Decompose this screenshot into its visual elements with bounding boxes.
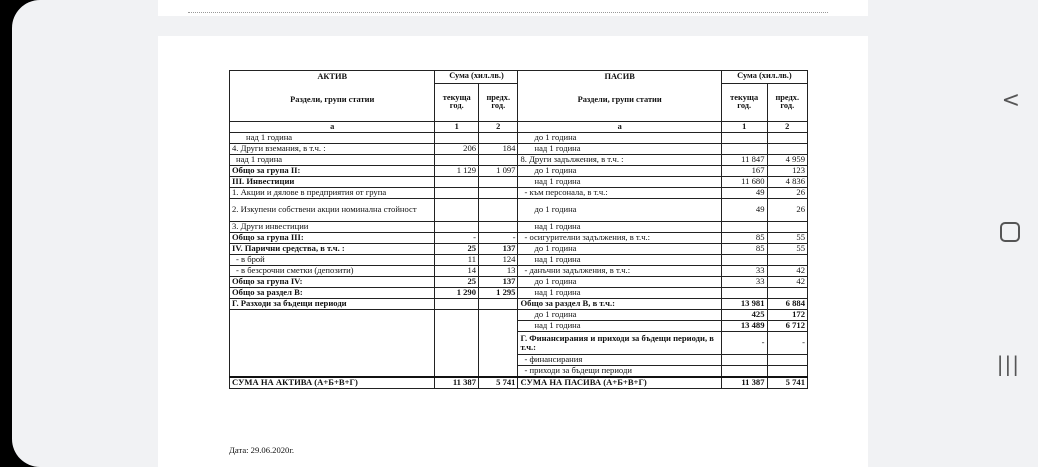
document-page <box>158 36 868 467</box>
table-row: IV. Парични средства, в т.ч. : 25 137 до 1 година 85 55 <box>230 244 808 255</box>
table-row: - финансирания <box>230 355 808 366</box>
pasiv-prev-year: предх. год. <box>767 83 808 121</box>
aktiv-suma-header: Сума (хил.лв.) <box>435 71 518 84</box>
header-row-1 <box>230 71 808 84</box>
home-icon[interactable] <box>1000 222 1020 242</box>
document-date: Дата: 29.06.2020г. <box>229 445 295 455</box>
table-row: над 1 година 8. Други задължения, в т.ч. : 11 847 4 959 <box>230 155 808 166</box>
aktiv-current-year: текуща год. <box>435 83 479 121</box>
table-row: Общо за група III: - - - осигурителни задължения, в т.ч.: 85 55 <box>230 233 808 244</box>
table-row: Общо за група II: 1 129 1 097 до 1 година 167 123 <box>230 166 808 177</box>
table-row: 4. Други вземания, в т.ч. : 206 184 над 1 година <box>230 144 808 155</box>
table-row: до 1 година 425 172 <box>230 310 808 321</box>
table-row: - приходи за бъдещи периоди <box>230 366 808 378</box>
table-row: 3. Други инвестиции над 1 година <box>230 222 808 233</box>
table-row: 2. Изкупени собствени акции номинална стойност до 1 година 49 26 <box>230 199 808 222</box>
table-row: Общо за раздел В: 1 290 1 295 над 1 година <box>230 288 808 299</box>
header-row-3 <box>230 122 808 133</box>
col-a-left: а <box>230 122 435 133</box>
viewer-screen <box>12 0 1038 467</box>
recent-apps-icon[interactable]: ||| <box>996 352 1020 376</box>
back-icon[interactable]: < <box>1001 88 1020 113</box>
empty-left-block <box>230 310 435 378</box>
table-row: Г. Финансирания и приходи за бъдещи периоди, в т.ч.: - - <box>230 332 808 355</box>
pasiv-suma-header: Сума (хил.лв.) <box>721 71 807 84</box>
previous-page-fragment <box>158 0 868 16</box>
col-2-right: 2 <box>767 122 808 133</box>
table-row: над 1 година до 1 година <box>230 133 808 144</box>
table-row: III. Инвестиции над 1 година 11 680 4 836 <box>230 177 808 188</box>
col-2-left: 2 <box>479 122 518 133</box>
table-row: - в безсрочни сметки (депозити) 14 13 - данъчни задължения, в т.ч.: 33 42 <box>230 266 808 277</box>
table-row: 1. Акции и дялове в предприятия от група - към персонала, в т.ч.: 49 26 <box>230 188 808 199</box>
totals-row: СУМА НА АКТИВА (А+Б+В+Г) 11 387 5 741 СУМА НА ПАСИВА (А+Б+В+Г) 11 387 5 741 <box>230 377 808 389</box>
table-row: над 1 година 13 489 6 712 <box>230 321 808 332</box>
col-1-left: 1 <box>435 122 479 133</box>
pasiv-current-year: текуща год. <box>721 83 767 121</box>
balance-sheet-table <box>229 70 808 389</box>
aktiv-prev-year: предх. год. <box>479 83 518 121</box>
aktiv-header: АКТИВ Раздели, групи статии <box>230 71 435 122</box>
table-row: Общо за група IV: 25 137 до 1 година 33 42 <box>230 277 808 288</box>
table-row: - в брой 11 124 над 1 година <box>230 255 808 266</box>
col-1-right: 1 <box>721 122 767 133</box>
pasiv-header: ПАСИВ Раздели, групи статии <box>518 71 721 122</box>
table-row: Г. Разходи за бъдещи периоди Общо за раздел В, в т.ч.: 13 981 6 884 <box>230 299 808 310</box>
col-a-right: а <box>518 122 721 133</box>
